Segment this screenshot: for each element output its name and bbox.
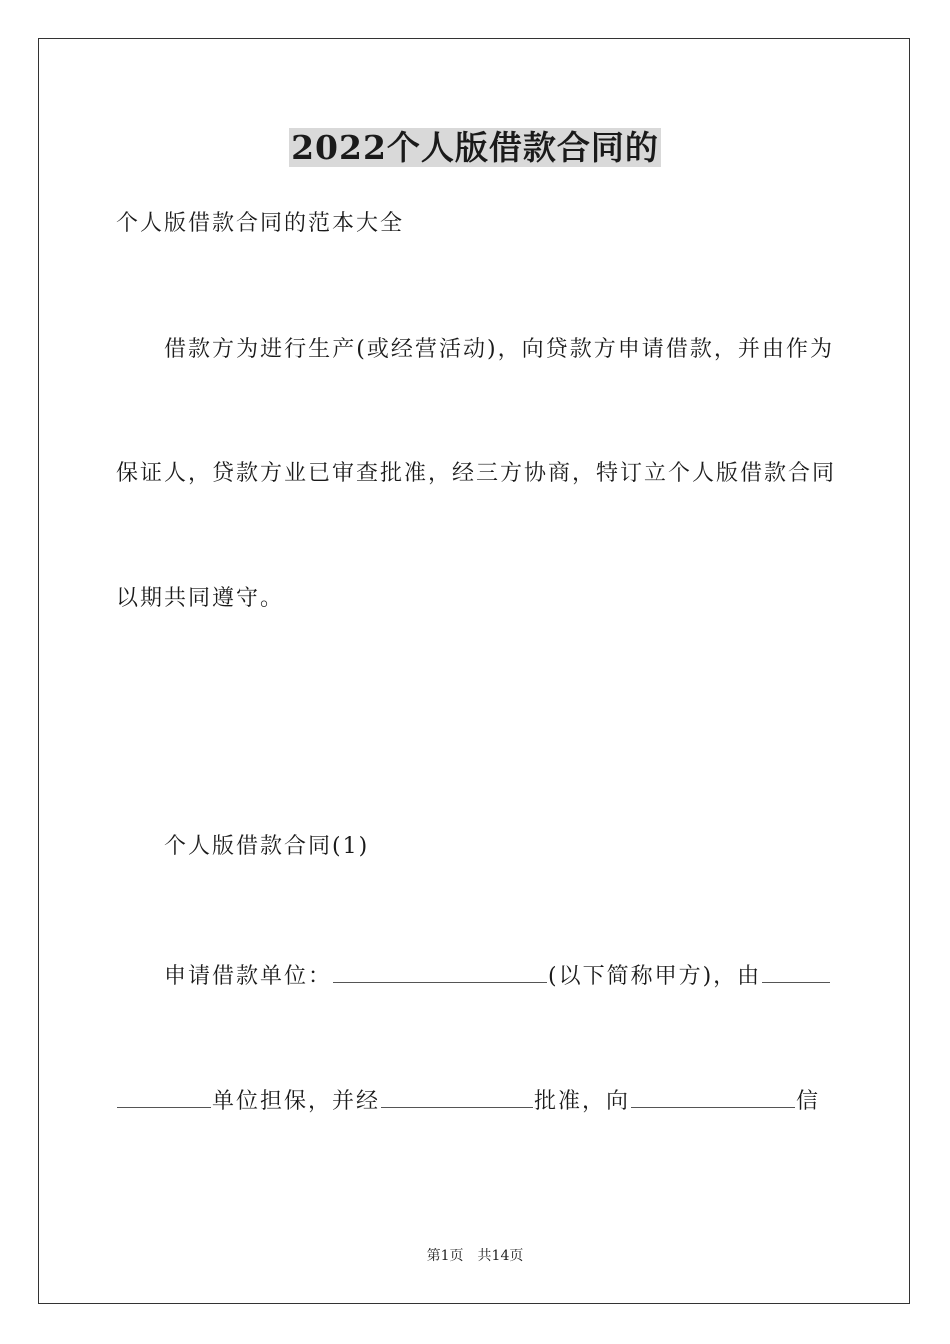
clause-label-party-a: (以下简称甲方)，由	[548, 964, 762, 989]
intro-line-1: 借款方为进行生产(或经营活动)，向贷款方申请借款，并由作为	[164, 337, 834, 362]
guarantor-blank-start[interactable]	[762, 952, 830, 983]
guarantor-blank-end[interactable]	[117, 1077, 211, 1108]
clause-label-approval: 批准，向	[534, 1089, 631, 1114]
clause-line-1	[164, 952, 834, 997]
intro-line-3: 以期共同遵守。	[116, 586, 285, 611]
section-heading: 个人版借款合同(1)	[164, 834, 370, 859]
lender-blank[interactable]	[631, 1077, 795, 1108]
page-footer	[0, 1244, 950, 1268]
document-title	[0, 120, 950, 176]
clause-label-credit: 信	[796, 1089, 821, 1114]
page-number: 第1页	[426, 1248, 464, 1264]
document-subtitle: 个人版借款合同的范本大全	[116, 211, 405, 236]
approver-blank[interactable]	[381, 1077, 533, 1108]
page-total: 共14页	[477, 1248, 524, 1264]
clause-label-guarantee: 单位担保，并经	[212, 1089, 381, 1114]
borrower-unit-blank[interactable]	[333, 952, 547, 983]
clause-label-borrower: 申请借款单位：	[164, 964, 333, 989]
document-title-text: 2022个人版借款合同的	[291, 128, 659, 167]
clause-line-2	[116, 1077, 834, 1122]
intro-line-2: 保证人，贷款方业已审查批准，经三方协商，特订立个人版借款合同	[116, 461, 837, 486]
